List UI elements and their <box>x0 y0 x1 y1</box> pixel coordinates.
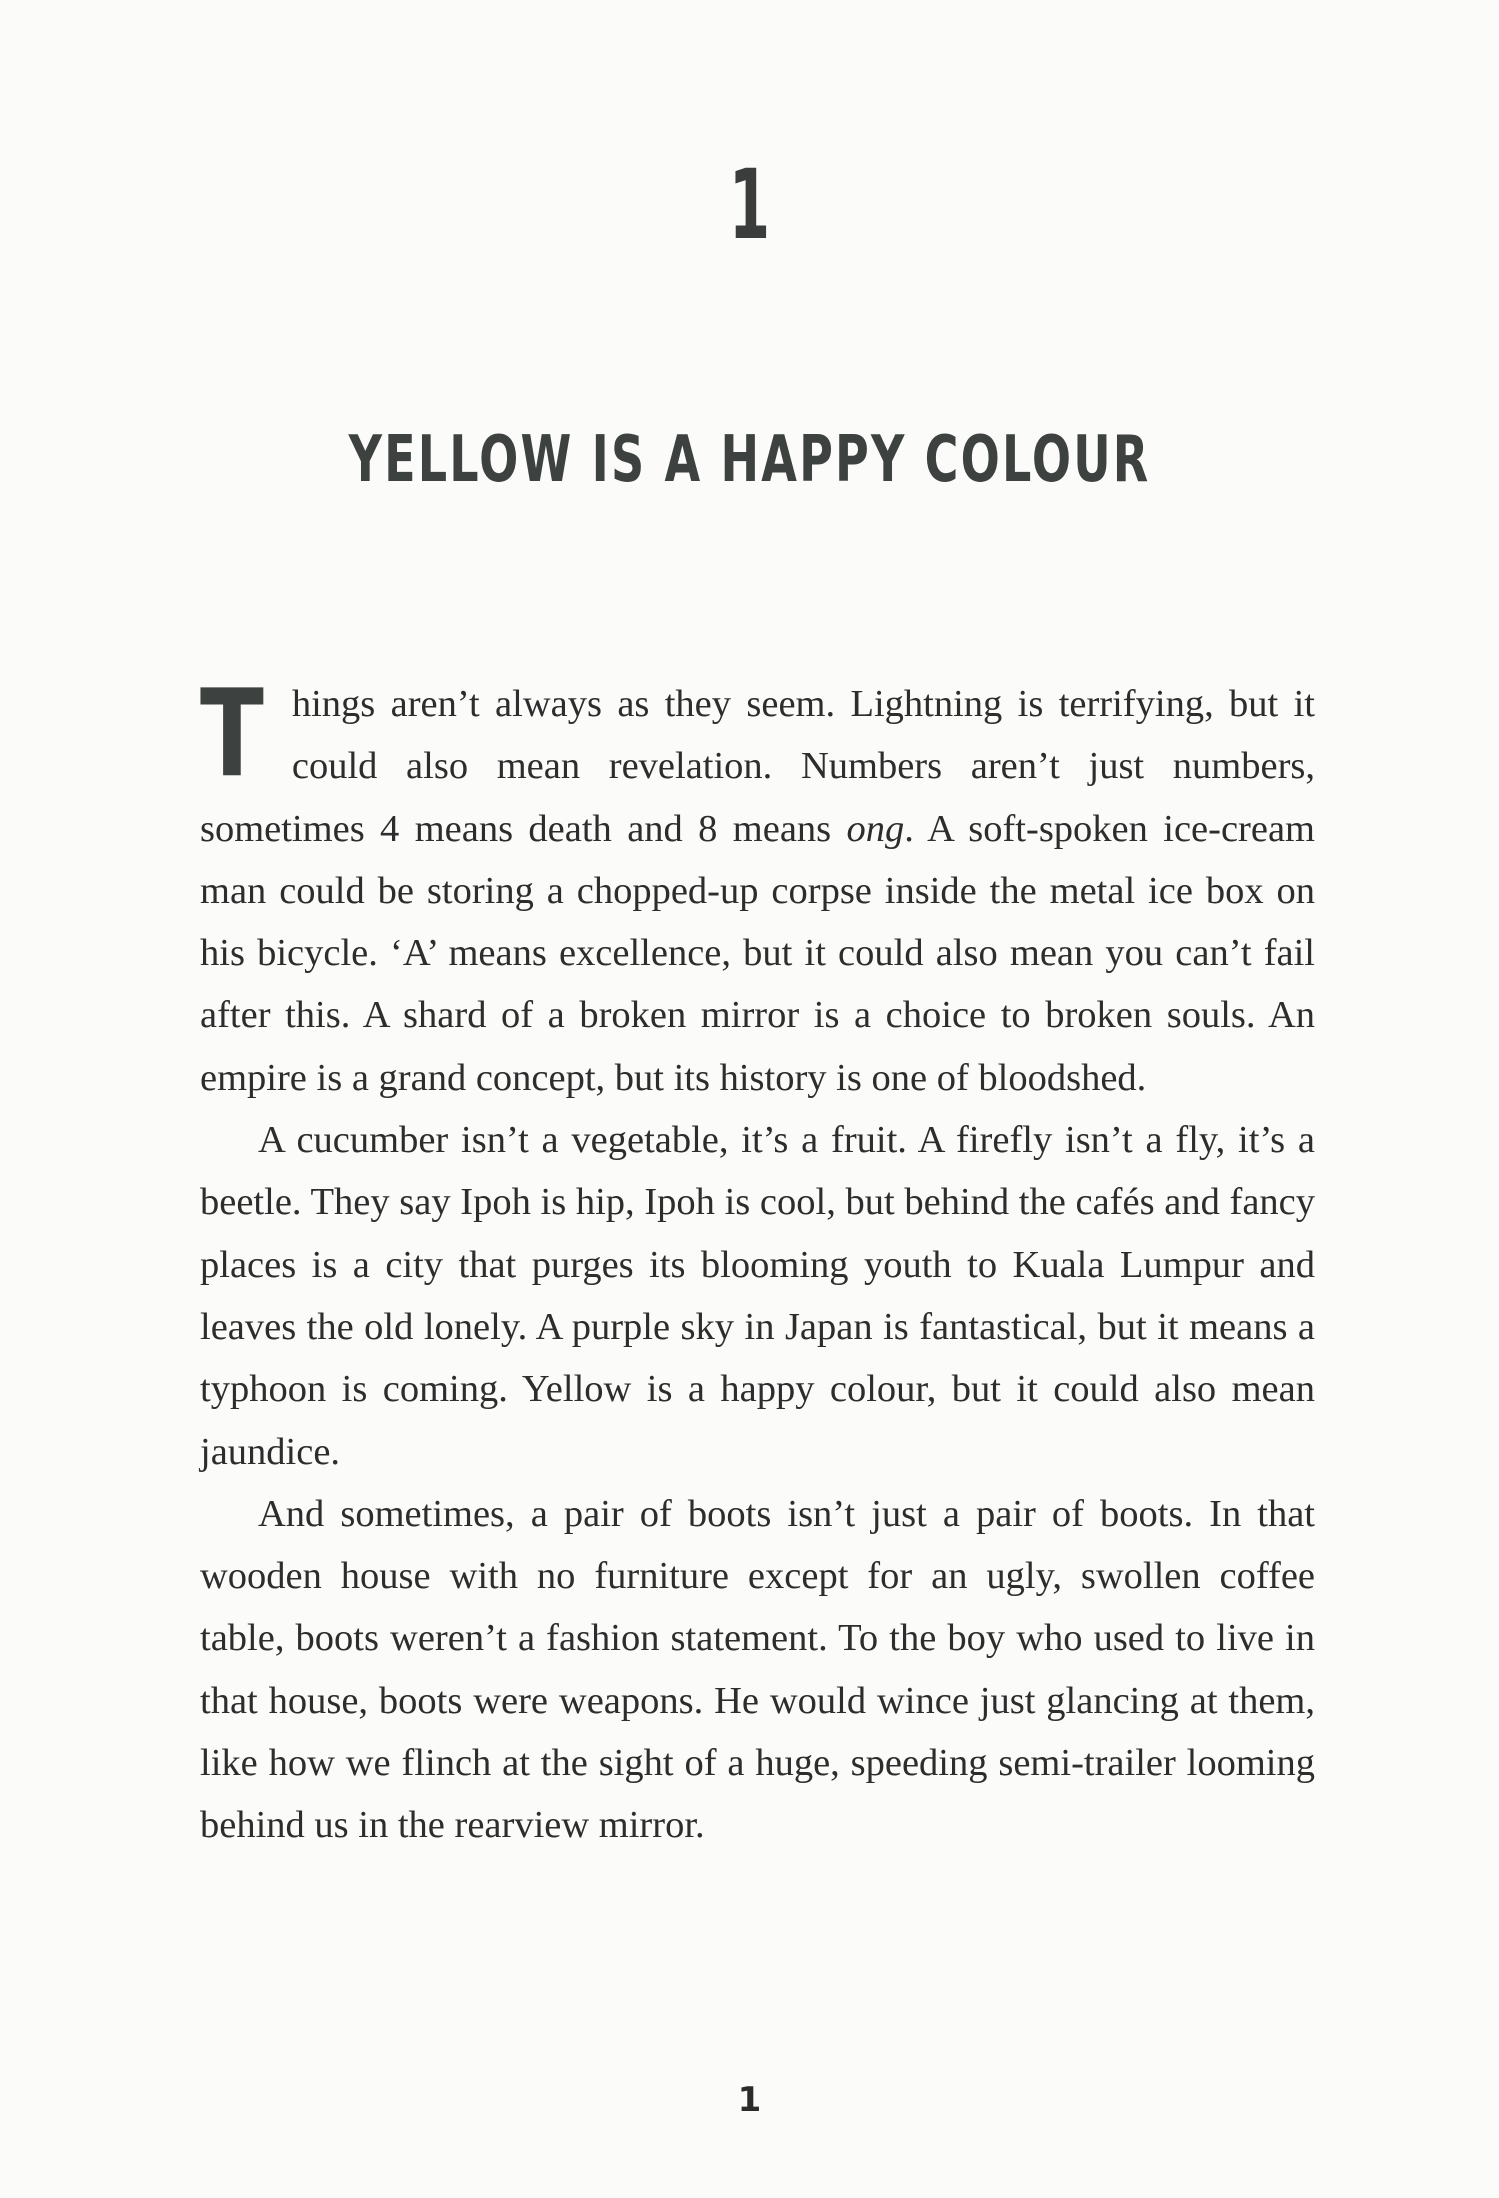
paragraph-1 <box>200 665 1315 1109</box>
drop-cap: T <box>200 665 264 804</box>
paragraph-2: A cucumber isn’t a vegetable, it’s a fruit. A firefly isn’t a fly, it’s a beetle. They say Ipoh is hip, Ipoh is cool, but behind the cafés and fancy places is a city that purges its blooming youth to Kuala Lumpur and leaves the old lonely. A purple sky in Japan is fantastical, but it means a typhoon is coming. Yellow is a happy colour, but it could also mean jaundice. <box>200 1119 1315 1473</box>
chapter-title: YELLOW IS A HAPPY COLOUR <box>348 423 1151 497</box>
page-number: 1 <box>737 2080 762 2120</box>
paragraph-3: And sometimes, a pair of boots isn’t just a pair of boots. In that wooden house with no furniture except for an ugly, swollen coffee table, boots weren’t a fashion statement. To the boy who used to live in that house, boots were weapons. He would wince just glancing at them, like how we flinch at the sight of a huge, speeding semi-trailer looming behind us in the rearview mirror. <box>200 1492 1315 1847</box>
chapter-number: 1 <box>728 149 771 261</box>
chapter-body <box>200 665 1315 1857</box>
paragraph-1-text-a: hings aren’t always as they seem. Lightning is terrifying, but it could also mean revelation. Numbers aren’t just numbers, sometimes 4 means death and 8 means <box>200 683 1315 850</box>
paragraph-1-text-b: . A soft-spoken ice-cream man could be storing a chopped-up corpse inside the metal ice box on his bicycle. ‘A’ means excellence, but it could also mean you can’t fail after this. A shard of a broken mirror is a choice to broken souls. An empire is a grand concept, but its history is one of bloodshed. <box>200 807 1315 1099</box>
italic-word: ong <box>846 807 905 850</box>
